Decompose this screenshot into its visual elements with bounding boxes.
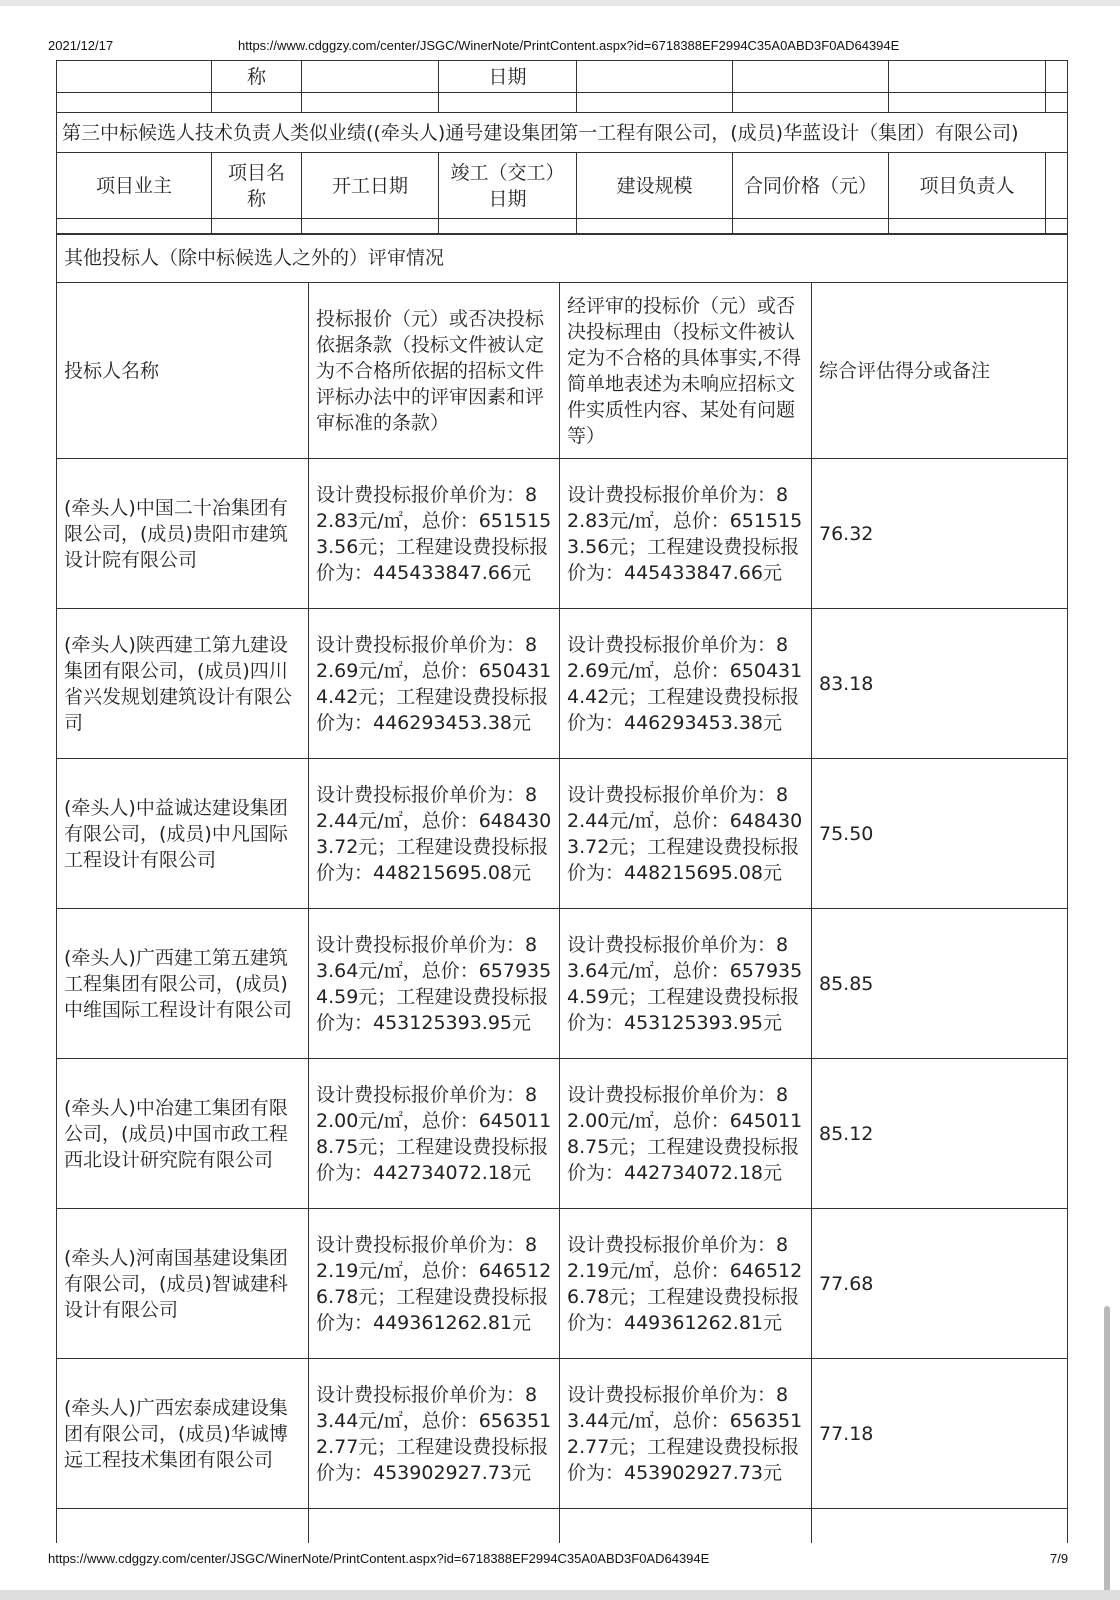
col-score: 综合评估得分或备注 [812,283,1068,459]
bid-price: 设计费投标报价单价为：83.44元/㎡，总价：6563512.77元；工程建设费投标报价为：453902927.73元 [309,1359,560,1509]
third-candidate-title: 第三中标候选人技术负责人类似业绩((牵头人)通号建设集团第一工程有限公司，(成员)华蓝设计（集团）有限公司) [57,113,1068,153]
print-url[interactable]: https://www.cdggzy.com/center/JSGC/WinerNote/PrintContent.aspx?id=6718388EF2994C35A0ABD3F0AD64394E [238,38,900,53]
score: 85.85 [812,909,1068,1059]
evaluated-price: 设计费投标报价单价为：83.64元/㎡，总价：6579354.59元；工程建设费投标报价为：453125393.95元 [560,909,812,1059]
footer-url[interactable]: https://www.cdggzy.com/center/JSGC/WinerNote/PrintContent.aspx?id=6718388EF2994C35A0ABD3F0AD64394E [48,1551,710,1566]
col-project-leader: 项目负责人 [889,153,1046,219]
bid-price: 设计费投标报价单价为：82.69元/㎡，总价：6504314.42元；工程建设费投标报价为：446293453.38元 [309,609,560,759]
bid-price: 设计费投标报价单价为：82.00元/㎡，总价：6450118.75元；工程建设费投标报价为：442734072.18元 [309,1059,560,1209]
evaluated-price: 设计费投标报价单价为：83.44元/㎡，总价：6563512.77元；工程建设费投标报价为：453902927.73元 [560,1359,812,1509]
col-project-owner: 项目业主 [57,153,212,219]
performance-header-row [57,153,1068,219]
table-row [57,1209,1068,1359]
bidder-name: (牵头人)河南国基建设集团有限公司，(成员)智诚建科设计有限公司 [57,1209,309,1359]
score: 85.12 [812,1059,1068,1209]
col-start-date: 开工日期 [302,153,439,219]
evaluated-price: 设计费投标报价单价为：82.83元/㎡，总价：6515153.56元；工程建设费投标报价为：445433847.66元 [560,459,812,609]
bid-price: 设计费投标报价单价为：82.83元/㎡，总价：6515153.56元；工程建设费投标报价为：445433847.66元 [309,459,560,609]
project-name-tail: 称 [212,61,302,93]
bidder-name: (牵头人)广西宏泰成建设集团有限公司，(成员)华诚博远工程技术集团有限公司 [57,1359,309,1509]
score: 75.50 [812,759,1068,909]
col-scale: 建设规模 [577,153,733,219]
score: 76.32 [812,459,1068,609]
page-top-edge [0,0,1120,6]
table-row-partial [57,1509,1068,1543]
score: 77.18 [812,1359,1068,1509]
table-row [57,909,1068,1059]
continued-header-row [57,61,1068,93]
table-row [57,759,1068,909]
table-row [57,1359,1068,1509]
other-bidders-title-row [57,234,1068,283]
scrollbar-thumb[interactable] [1104,1306,1110,1600]
bid-price: 设计费投标报价单价为：83.64元/㎡，总价：6579354.59元；工程建设费投标报价为：453125393.95元 [309,909,560,1059]
page-number: 7/9 [1050,1551,1069,1566]
table-row [57,1059,1068,1209]
bidder-name: (牵头人)陕西建工第九建设集团有限公司，(成员)四川省兴发规划建筑设计有限公司 [57,609,309,759]
bid-price: 设计费投标报价单价为：82.44元/㎡，总价：6484303.72元；工程建设费投标报价为：448215695.08元 [309,759,560,909]
col-bid-price: 投标报价（元）或否决投标依据条款（投标文件被认定为不合格所依据的招标文件评标办法中的评审因素和评审标准的条款） [309,283,560,459]
page-bottom-edge [0,1590,1120,1600]
bidder-name: (牵头人)中国二十冶集团有限公司，(成员)贵阳市建筑设计院有限公司 [57,459,309,609]
score: 83.18 [812,609,1068,759]
bid-price: 设计费投标报价单价为：82.19元/㎡，总价：6465126.78元；工程建设费投标报价为：449361262.81元 [309,1209,560,1359]
evaluated-price: 设计费投标报价单价为：82.19元/㎡，总价：6465126.78元；工程建设费投标报价为：449361262.81元 [560,1209,812,1359]
third-candidate-title-row [57,113,1068,153]
evaluated-price: 设计费投标报价单价为：82.00元/㎡，总价：6450118.75元；工程建设费投标报价为：442734072.18元 [560,1059,812,1209]
col-evaluated-price: 经评审的投标价（元）或否决投标理由（投标文件被认定为不合格的具体事实,不得简单地表述为未响应招标文件实质性内容、某处有问题等） [560,283,812,459]
col-bidder-name: 投标人名称 [57,283,309,459]
table-row [57,609,1068,759]
bidder-name: (牵头人)中冶建工集团有限公司，(成员)中国市政工程西北设计研究院有限公司 [57,1059,309,1209]
print-date: 2021/12/17 [48,38,114,53]
other-bidders-header-row [57,283,1068,459]
col-completion-date: 竣工（交工）日期 [439,153,577,219]
candidate-performance-table [56,60,1068,235]
table-row [57,459,1068,609]
bidder-name: (牵头人)广西建工第五建筑工程集团有限公司，(成员)中维国际工程设计有限公司 [57,909,309,1059]
empty-row [57,93,1068,113]
col-project-name: 项目名称 [212,153,302,219]
bidder-name: (牵头人)中益诚达建设集团有限公司，(成员)中凡国际工程设计有限公司 [57,759,309,909]
col-contract-price: 合同价格（元） [733,153,889,219]
other-bidders-table [56,233,1068,1543]
evaluated-price: 设计费投标报价单价为：82.69元/㎡，总价：6504314.42元；工程建设费投标报价为：446293453.38元 [560,609,812,759]
score: 77.68 [812,1209,1068,1359]
evaluated-price: 设计费投标报价单价为：82.44元/㎡，总价：6484303.72元；工程建设费投标报价为：448215695.08元 [560,759,812,909]
other-bidders-title: 其他投标人（除中标候选人之外的）评审情况 [57,234,1068,283]
completion-date-tail: 日期 [439,61,577,93]
